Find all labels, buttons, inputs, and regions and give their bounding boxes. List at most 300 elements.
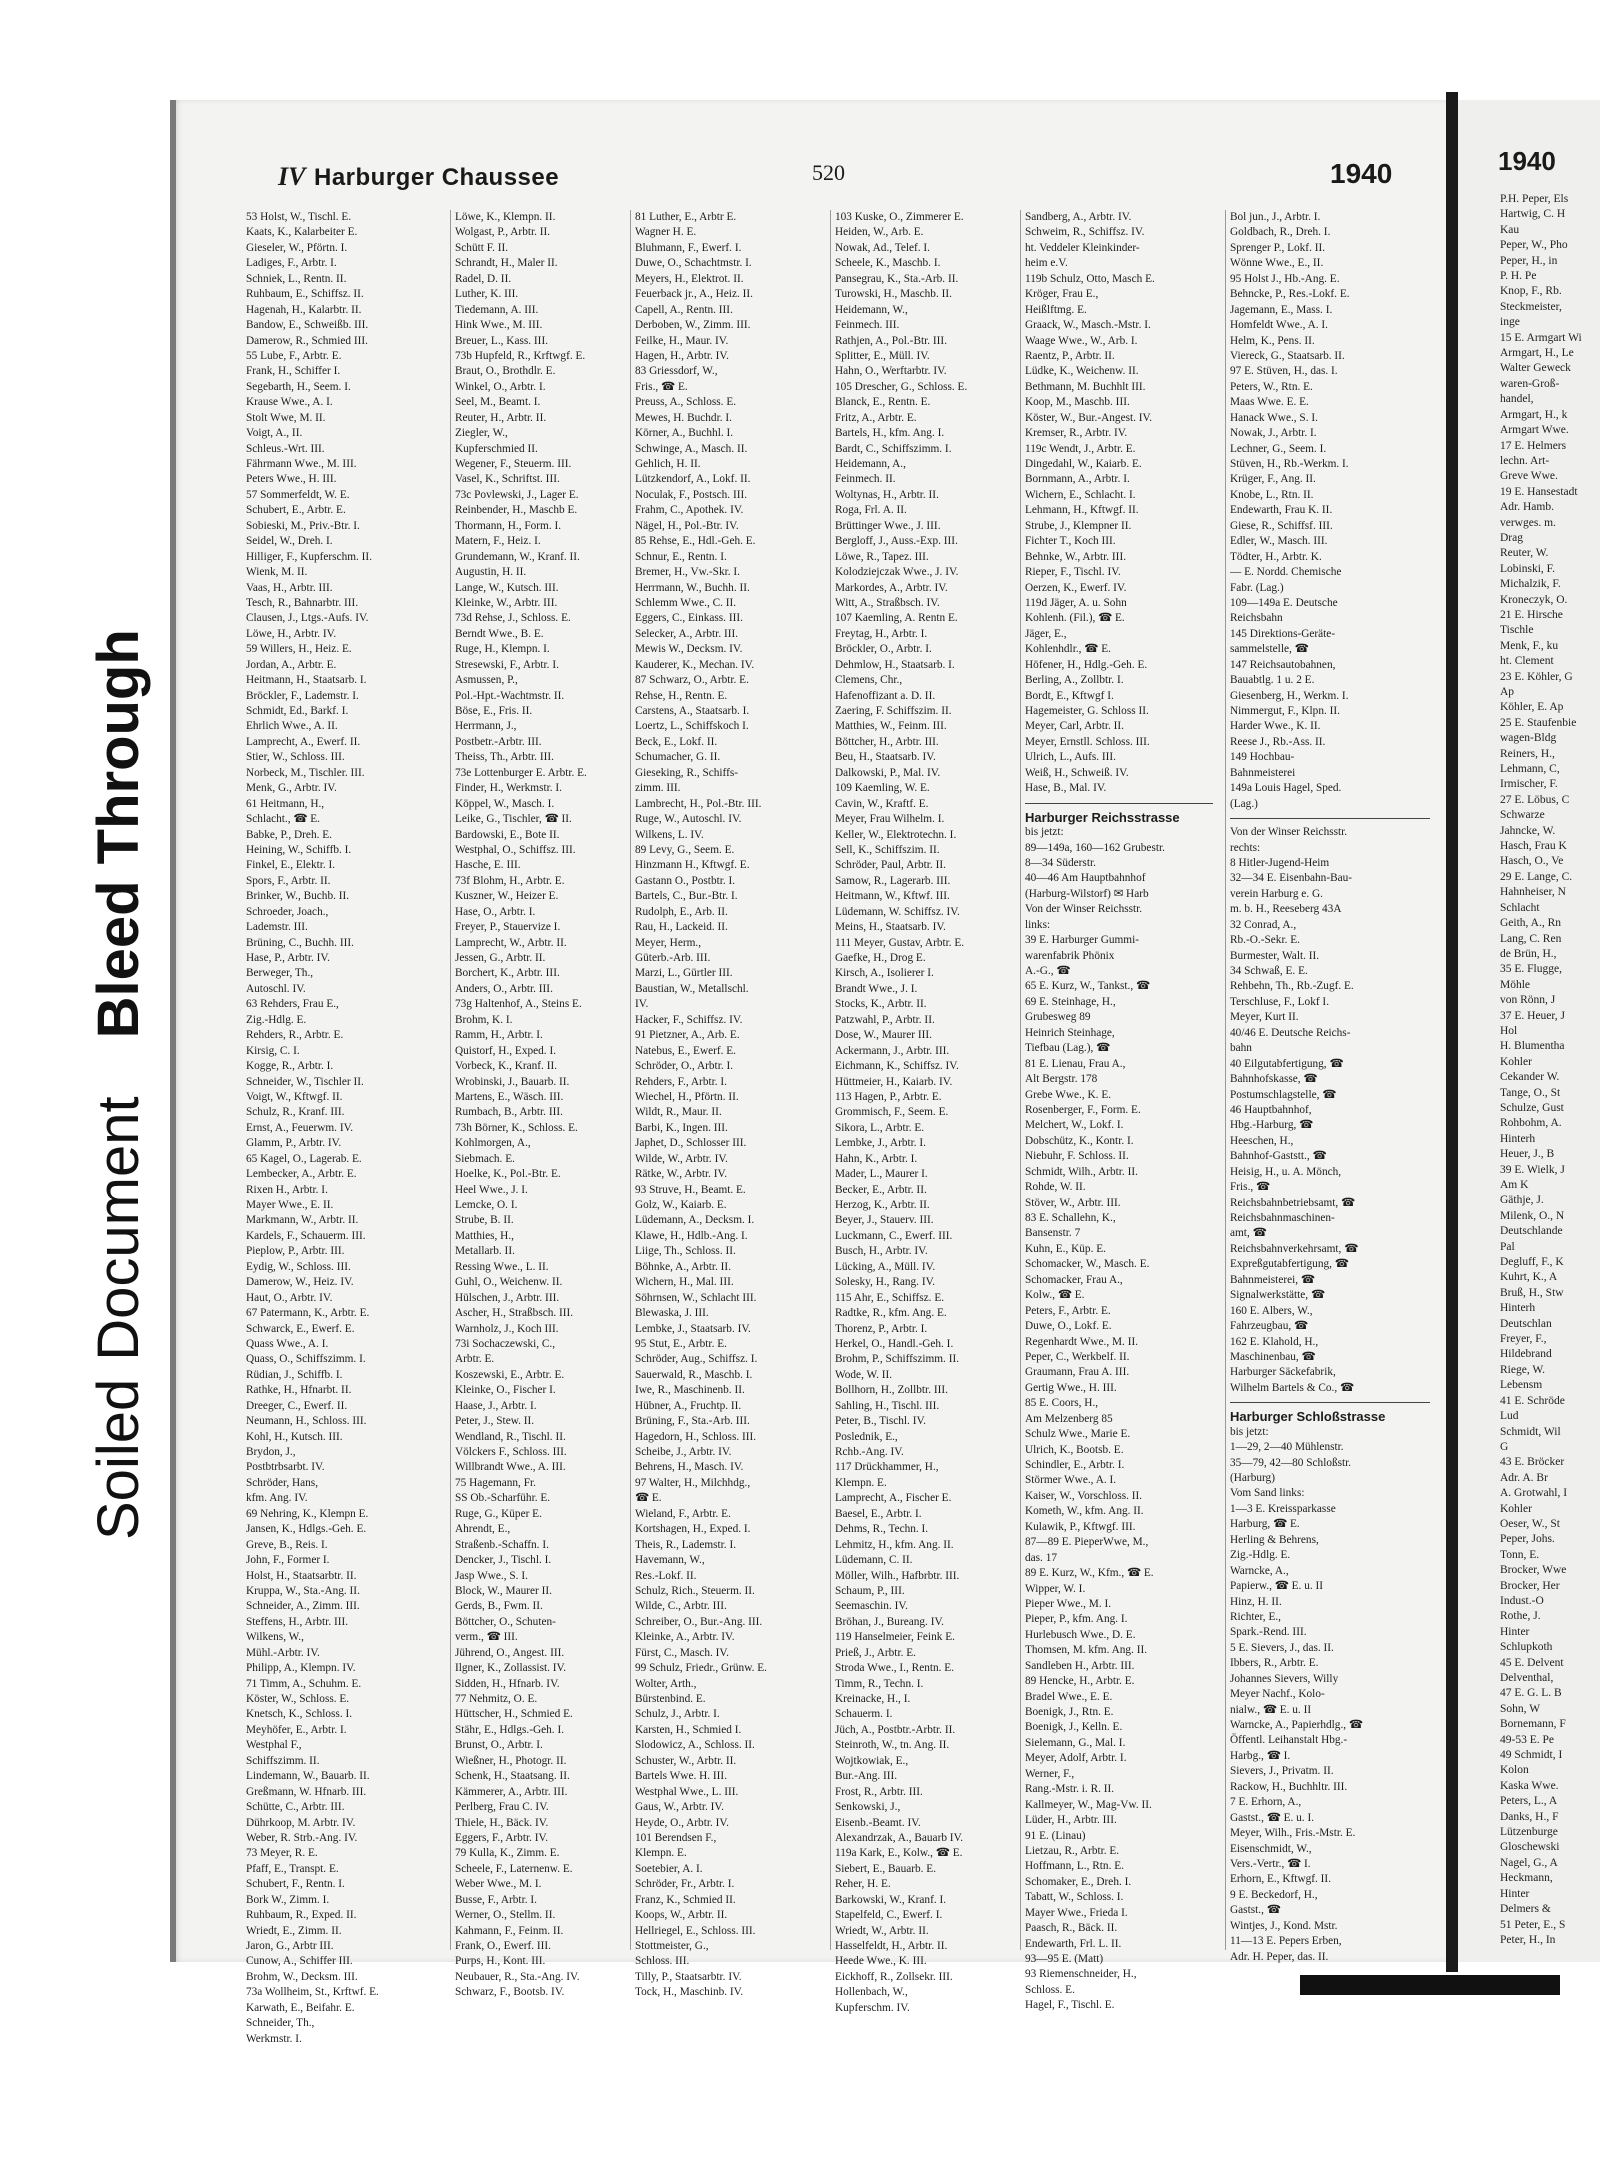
directory-entry: Herrmann, J., (455, 720, 517, 733)
directory-entry: 71 Timm, A., Schuhm. E. (246, 1677, 362, 1690)
directory-entry: Bollhorn, H., Zollbtr. III. (835, 1384, 948, 1397)
adjacent-entry: 41 E. Schröde (1500, 1394, 1565, 1407)
directory-entry: Knetsch, K., Schloss. I. (246, 1708, 353, 1721)
directory-entry: Grebe Wwe., K. E. (1025, 1088, 1112, 1101)
directory-entry: Heißlftmg. E. (1025, 303, 1087, 316)
directory-entry: Lademstr. III. (246, 921, 308, 934)
directory-entry: Kohlenhdlr., ☎ E. (1025, 643, 1111, 656)
directory-entry: Vasel, K., Schriftst. III. (455, 473, 560, 486)
directory-entry: Busch, H., Arbtr. IV. (835, 1245, 928, 1258)
directory-entry: Warnholz, J., Koch III. (455, 1322, 559, 1335)
directory-entry: Voigt, W., Kftwgf. II. (246, 1090, 343, 1103)
directory-entry: Werner, O., Stellm. II. (455, 1909, 556, 1922)
directory-entry: (Harburg-Wilstorf) ✉ Harb (1025, 887, 1149, 900)
directory-entry: Wriedt, W., Arbtr. II. (835, 1924, 929, 1937)
directory-entry: Peters Wwe., H. III. (246, 473, 337, 486)
directory-entry: Alexandrzak, A., Bauarb IV. (835, 1831, 964, 1844)
directory-entry: Lietzau, R., Arbtr. E. (1025, 1844, 1120, 1857)
directory-entry: 119 Hanselmeier, Feink E. (835, 1631, 955, 1644)
directory-entry: Ruge, W., Autoschl. IV. (635, 813, 742, 826)
directory-entry: Fritz, A., Arbtr. E. (835, 411, 917, 424)
directory-entry: Sobieski, M., Priv.-Btr. I. (246, 519, 360, 532)
directory-entry: Kreinacke, H., I. (835, 1693, 911, 1705)
adjacent-entry: Peter, H., In (1500, 1933, 1556, 1946)
directory-entry: 113 Hagen, P., Arbtr. E. (835, 1090, 942, 1103)
directory-entry: Homfeldt Wwe., A. I. (1230, 319, 1328, 332)
directory-entry: Iwe, R., Maschinenb. II. (635, 1384, 745, 1397)
directory-entry: Nowak, J., Arbtr. I. (1230, 427, 1317, 440)
directory-entry: Lützkendorf, A., Lokf. II. (635, 473, 751, 486)
directory-entry: Hasselfeldt, H., Arbtr. II. (835, 1940, 948, 1952)
directory-entry: Freytag, H., Arbtr. I. (835, 627, 928, 640)
directory-entry: Expreßgutabfertigung, ☎ (1230, 1258, 1349, 1271)
directory-entry: 85 Rehse, E., Hdl.-Geh. E. (635, 535, 756, 548)
directory-column-3 (635, 210, 823, 2001)
directory-entry: Neubauer, R., Sta.-Ang. IV. (455, 1970, 580, 1983)
directory-entry: Mayer Wwe., E. II. (246, 1199, 334, 1211)
directory-entry: Bardowski, E., Bote II. (455, 828, 560, 841)
directory-entry: Koops, W., Arbtr. II. (635, 1909, 728, 1922)
adjacent-entry: Oeser, W., St (1500, 1517, 1560, 1530)
directory-entry: Herrmann, W., Buchh. II. (635, 581, 750, 594)
directory-entry: Theis, R., Lademstr. I. (635, 1538, 737, 1551)
directory-entry: Melchert, W., Lokf. I. (1025, 1119, 1124, 1132)
directory-entry: Goldbach, R., Dreh. I. (1230, 226, 1331, 239)
directory-entry: Eichmann, K., Schiffsz. IV. (835, 1060, 959, 1073)
directory-entry: Purps, H., Kont. III. (455, 1955, 546, 1968)
directory-entry: 69 E. Steinhage, H., (1025, 995, 1116, 1008)
directory-entry: Berweger, Th., (246, 967, 314, 980)
adjacent-entry: Milenk, O., N (1500, 1209, 1565, 1222)
directory-entry: 57 Sommerfeldt, W. E. (246, 488, 350, 501)
directory-entry: Cunow, A., Schiffer III. (246, 1955, 353, 1968)
directory-entry: Eggers, C., Einkass. III. (635, 612, 743, 625)
adjacent-entry: handel, (1500, 393, 1534, 406)
directory-entry: Luckmann, C., Ewerf. III. (835, 1229, 953, 1242)
directory-entry: Seemaschin. IV. (835, 1600, 908, 1613)
directory-entry: bis jetzt: (1025, 826, 1064, 839)
directory-entry: 1—29, 2—40 Mühlenstr. (1230, 1441, 1344, 1454)
directory-entry: Heitmann, H., Staatsarb. I. (246, 674, 367, 687)
directory-entry: Wieland, F., Arbtr. E. (635, 1507, 731, 1520)
column-divider (1225, 210, 1226, 1950)
directory-entry: Kaiser, W., Vorschloss. II. (1025, 1489, 1143, 1502)
directory-entry: Eisenb.-Beamt. IV. (835, 1816, 921, 1829)
directory-entry: Neumann, H., Schloss. III. (246, 1415, 367, 1428)
directory-entry: 79 Kulla, K., Zimm. E. (455, 1847, 560, 1860)
adjacent-entry: 17 E. Helmers (1500, 439, 1567, 452)
directory-entry: Havemann, W., (635, 1554, 705, 1567)
directory-entry: Störmer Wwe., A. I. (1025, 1474, 1117, 1487)
directory-entry: Peters, F., Arbtr. E. (1025, 1304, 1111, 1317)
directory-entry: Markordes, A., Arbtr. IV. (835, 581, 948, 594)
adjacent-entry: Reuter, W. (1500, 547, 1549, 560)
directory-entry: Schröder, Aug., Schiffsz. I. (635, 1353, 758, 1366)
directory-entry: Eickhoff, R., Zollsekr. III. (835, 1970, 953, 1983)
directory-entry: Gehlich, H. II. (635, 458, 701, 470)
adjacent-entry: Lobinski, F. (1500, 562, 1555, 575)
directory-entry: 93 Struve, H., Beamt. E. (635, 1183, 746, 1196)
side-label-word1: Soiled (85, 1378, 151, 1540)
adjacent-entry: 29 E. Lange, C. (1500, 870, 1573, 883)
directory-entry: zimm. III. (635, 782, 681, 795)
adjacent-entry: P.H. Peper, Els (1500, 193, 1569, 205)
directory-entry: Peter, B., Tischl. IV. (835, 1415, 926, 1428)
directory-entry: Thorenz, P., Arbtr. I. (835, 1322, 928, 1335)
directory-entry: Bürstenbind. E. (635, 1693, 706, 1705)
directory-entry: Bordt, E., Kftwgf I. (1025, 689, 1114, 702)
directory-entry: 40 Eilgutabfertigung, ☎ (1230, 1057, 1344, 1070)
directory-entry: Ernst, A., Feuerwm. IV. (246, 1121, 354, 1134)
directory-entry: Kardels, F., Schauerm. III. (246, 1229, 366, 1242)
directory-entry: Schomacker, Frau A., (1025, 1273, 1123, 1286)
directory-entry: Hoelke, K., Pol.-Btr. E. (455, 1168, 561, 1181)
directory-entry: John, F., Former I. (246, 1554, 330, 1567)
directory-entry: bahn (1230, 1042, 1252, 1055)
directory-entry: Kleinke, O., Fischer I. (455, 1384, 556, 1397)
directory-entry: Tödter, H., Arbtr. K. (1230, 550, 1322, 563)
adjacent-entry: Steckmeister, (1500, 300, 1562, 313)
directory-column-6 (1230, 210, 1430, 1965)
directory-entry: Beu, H., Staatsarb. IV. (835, 751, 936, 764)
directory-entry: Knobe, L., Rtn. II. (1230, 488, 1314, 501)
directory-entry: Turowski, H., Maschb. II. (835, 288, 952, 301)
directory-entry: Postbetr.-Arbtr. III. (455, 735, 542, 748)
directory-entry: Schindler, E., Arbtr. I. (1025, 1459, 1125, 1471)
directory-entry: Herkel, O., Handl.-Geh. I. (835, 1337, 954, 1350)
directory-entry: Bahnhofskasse, ☎ (1230, 1073, 1318, 1086)
directory-entry: Peters, W., Rtn. E. (1230, 380, 1313, 393)
directory-entry: Endewarth, Frau K. II. (1230, 504, 1333, 517)
adjacent-entry: Hildebrand (1500, 1348, 1552, 1361)
directory-entry: 77 Nehmitz, O. E. (455, 1693, 538, 1705)
adjacent-entry: Gloschewski (1500, 1841, 1560, 1854)
directory-entry: Barkowski, W., Kranf. I. (835, 1893, 947, 1906)
directory-entry: Hinz, H. II. (1230, 1595, 1282, 1608)
directory-entry: 91 Pietzner, A., Arb. E. (635, 1029, 740, 1042)
directory-entry: Kolw., ☎ E. (1025, 1289, 1085, 1302)
directory-entry: Meins, H., Staatsarb. IV. (835, 921, 946, 934)
directory-entry: Ilgner, K., Zollassist. IV. (455, 1662, 567, 1675)
directory-entry: Sprenger P., Lokf. II. (1230, 241, 1326, 254)
adjacent-entry: 45 E. Delvent (1500, 1656, 1564, 1669)
directory-entry: Reichsbahnmaschinen- (1230, 1212, 1335, 1224)
directory-entry: Harburg, ☎ E. (1230, 1518, 1300, 1531)
directory-entry: Gieseler, W., Pförtn. I. (246, 241, 348, 254)
directory-entry: Kupferschmied II. (455, 442, 538, 455)
directory-entry: Schomacker, W., Masch. E. (1025, 1258, 1150, 1271)
directory-entry: Duwe, O., Schachtmstr. I. (635, 257, 752, 270)
directory-entry: Kauderer, K., Mechan. IV. (635, 658, 755, 671)
page-year: 1940 (1330, 158, 1393, 189)
directory-entry: Lehmitz, H., kfm. Ang. II. (835, 1538, 954, 1551)
directory-entry: warenfabrik Phönix (1025, 949, 1115, 962)
directory-entry: Tilly, P., Staatsarbtr. IV. (635, 1970, 742, 1983)
directory-entry: Werkmstr. I. (246, 2032, 302, 2045)
adjacent-page-year: 1940 (1498, 146, 1556, 176)
directory-entry: Frank, O., Ewerf. III. (455, 1940, 551, 1952)
section-rule (1230, 1402, 1430, 1409)
adjacent-entry: Schmidt, Wil (1500, 1425, 1561, 1438)
directory-entry: Wipper, W. I. (1025, 1582, 1086, 1595)
directory-entry: Rehse, H., Rentn. E. (635, 689, 728, 702)
directory-entry: Wienk, M. II. (246, 566, 308, 579)
directory-entry: Von der Winser Reichsstr. (1230, 826, 1348, 839)
directory-entry: Lüdemann, C. II. (835, 1554, 913, 1567)
directory-entry: Oerzen, K., Ewerf. IV. (1025, 581, 1127, 594)
directory-entry: 85 E. Coors, H., (1025, 1397, 1099, 1410)
directory-entry: Bartels, H., kfm. Ang. I. (835, 427, 945, 440)
directory-entry: 67 Patermann, K., Arbtr. E. (246, 1307, 370, 1320)
directory-entry: Hübner, A., Fruchtp. II. (635, 1399, 742, 1412)
directory-entry: Schlemm Wwe., C. II. (635, 596, 737, 609)
directory-entry: 35—79, 42—80 Schloßstr. (1230, 1456, 1352, 1469)
directory-entry: Hink Wwe., M. III. (455, 319, 543, 332)
directory-entry: bis jetzt: (1230, 1425, 1269, 1438)
adjacent-entry: lechn. Art- (1500, 454, 1550, 467)
directory-entry: Ibbers, R., Arbtr. E. (1230, 1657, 1319, 1670)
directory-entry: Reichsbahnbetriebsamt, ☎ (1230, 1196, 1356, 1209)
directory-entry: Wintjes, J., Kond. Mstr. (1230, 1919, 1338, 1932)
directory-entry: Feilke, H., Maur. IV. (635, 334, 729, 347)
directory-entry: Schubert, E., Arbtr. E. (246, 504, 346, 517)
directory-entry: Baustian, W., Metallschl. (635, 982, 749, 995)
directory-entry: Lembecker, A., Arbtr. E. (246, 1168, 357, 1181)
directory-entry: Kohlenh. (Fil.), ☎ E. (1025, 612, 1125, 625)
directory-entry: Mühl.-Arbtr. IV. (246, 1646, 320, 1659)
directory-entry: das. 17 (1025, 1551, 1058, 1564)
directory-entry: Klempn. E. (635, 1847, 687, 1860)
directory-entry: Johannes Sievers, Willy (1230, 1672, 1339, 1685)
directory-entry: 111 Meyer, Gustav, Arbtr. E. (835, 936, 965, 949)
adjacent-entry: Hinter (1500, 1625, 1530, 1638)
adjacent-entry: 23 E. Köhler, G (1500, 670, 1573, 683)
directory-page (170, 100, 1446, 2045)
directory-entry: 89 Levy, G., Seem. E. (635, 843, 735, 856)
directory-entry: 59 Willers, H., Heiz. E. (246, 643, 352, 656)
directory-entry: Schmidt, Wilh., Arbtr. II. (1025, 1165, 1138, 1178)
directory-entry: Rehders, R., Arbtr. E. (246, 1029, 344, 1042)
directory-entry: Von der Winser Reichsstr. (1025, 903, 1143, 916)
directory-entry: Bethmann, M. Buchhlt III. (1025, 380, 1146, 393)
directory-entry: Ulrich, L., Aufs. III. (1025, 751, 1116, 764)
adjacent-entry: Schlupkoth (1500, 1641, 1553, 1654)
directory-entry: Radel, D. II. (455, 272, 512, 285)
adjacent-entry: Tonn, E. (1500, 1548, 1540, 1561)
directory-entry: Koszewski, E., Arbtr. E. (455, 1368, 565, 1381)
directory-entry: 11—13 E. Pepers Erben, (1230, 1935, 1342, 1948)
adjacent-entry: Hinterh (1500, 1132, 1536, 1145)
adjacent-entry: 15 E. Armgart Wi (1500, 331, 1582, 344)
directory-entry: Luther, K. III. (455, 288, 519, 301)
directory-entry: Martens, E., Wäsch. III. (455, 1090, 564, 1103)
directory-entry: Eisenschmidt, W., (1230, 1842, 1312, 1855)
directory-entry: Hagemeister, G. Schloss II. (1025, 705, 1149, 717)
directory-entry: Ziegler, W., (455, 427, 508, 440)
directory-entry: 73h Börner, K., Schloss. E. (455, 1121, 578, 1134)
directory-entry: Fabr. (Lag.) (1230, 581, 1284, 594)
directory-entry: Jagemann, E., Mass. I. (1230, 303, 1333, 316)
directory-entry: Ruhbaum, E., Schiffsz. II. (246, 288, 364, 301)
directory-entry: Keller, W., Elektrotechn. I. (835, 828, 957, 841)
directory-entry: Mewes, H. Buchdr. I. (635, 411, 732, 424)
directory-entry: Schwinge, A., Masch. II. (635, 442, 748, 455)
directory-entry: Wagner H. E. (635, 226, 697, 239)
directory-entry: Lechner, G., Seem. I. (1230, 442, 1327, 455)
directory-entry: Wilkens, W., (246, 1631, 304, 1644)
directory-entry: Feinmech. II. (835, 473, 896, 486)
directory-entry: Tesch, R., Bahnarbtr. III. (246, 596, 359, 609)
directory-entry: Lamprecht, A., Fischer E. (835, 1492, 952, 1505)
directory-entry: Schloss. III. (635, 1955, 690, 1968)
directory-entry: Schulz, J., Arbtr. I. (635, 1708, 720, 1721)
directory-entry: Selecker, A., Arbtr. III. (635, 627, 739, 640)
directory-entry: ht. Veddeler Kleinkinder- (1025, 241, 1140, 254)
directory-entry: 69 Nehring, K., Klempn E. (246, 1507, 369, 1520)
directory-entry: Bahnmeisterei (1230, 766, 1296, 779)
directory-entry: Terschluse, F., Lokf I. (1230, 995, 1330, 1008)
directory-entry: Loertz, L., Schiffskoch I. (635, 720, 749, 733)
directory-entry: Timm, R., Techn. I. (835, 1677, 924, 1690)
directory-entry: Boenigk, J., Rtn. E. (1025, 1706, 1114, 1718)
directory-entry: 73g Haltenhof, A., Steins E. (455, 998, 582, 1011)
directory-entry: Köster, W., Schloss. E. (246, 1693, 350, 1705)
directory-entry: Wode, W. II. (835, 1368, 893, 1381)
directory-entry: 87 Schwarz, O., Arbtr. E. (635, 674, 749, 687)
directory-entry: 73i Sochaczewski, C., (455, 1337, 556, 1350)
directory-entry: Reichsbahnverkehrsamt, ☎ (1230, 1242, 1359, 1255)
adjacent-entry: Deutschlande (1500, 1225, 1563, 1238)
directory-entry: Giese, R., Schiffsf. III. (1230, 519, 1333, 532)
directory-entry: Lindemann, W., Bauarb. II. (246, 1770, 370, 1783)
directory-entry: Bornmann, A., Arbtr. I. (1025, 473, 1130, 486)
directory-entry: Lambrecht, H., Pol.-Btr. III. (635, 797, 762, 810)
directory-entry: Meyer, Herm., (635, 936, 702, 949)
directory-entry: Herling & Behrens, (1230, 1533, 1319, 1546)
column-divider (450, 210, 451, 1950)
directory-entry: Lembke, J., Staatsarb. IV. (635, 1322, 751, 1335)
directory-entry: Schenk, H., Staatsang. II. (455, 1770, 570, 1783)
adjacent-entry: Riege, W. (1500, 1363, 1546, 1376)
directory-entry: Schniek, L., Rentn. II. (246, 272, 347, 285)
directory-entry: Winkel, O., Arbtr. I. (455, 380, 546, 393)
directory-column-1 (246, 210, 434, 2047)
directory-entry: Wojtkowiak, E., (835, 1754, 909, 1767)
directory-entry: Jansen, K., Hdlgs.-Geh. E. (246, 1523, 367, 1536)
directory-entry: Nägel, H., Pol.-Btr. IV. (635, 519, 739, 532)
adjacent-entry: Michalzik, F. (1500, 578, 1561, 591)
adjacent-entry: Freyer, F., (1500, 1333, 1547, 1346)
directory-entry: Helm, K., Pens. II. (1230, 334, 1315, 347)
directory-entry: Koop, M., Maschb. III. (1025, 396, 1130, 409)
directory-entry: Harbg., ☎ I. (1230, 1749, 1291, 1762)
directory-entry: 119b Schulz, Otto, Masch E. (1025, 272, 1155, 285)
directory-entry: Jessen, G., Arbtr. II. (455, 952, 546, 964)
directory-entry: Bartels, C., Bur.-Btr. I. (635, 890, 738, 903)
directory-entry: Stapelfeld, C., Ewerf. I. (835, 1909, 943, 1922)
directory-entry: Maschinenbau, ☎ (1230, 1350, 1316, 1363)
directory-entry: Lüdke, K., Weichenw. II. (1025, 365, 1139, 378)
adjacent-entry: 49 Schmidt, I (1500, 1749, 1563, 1762)
adjacent-entry: Möhle (1500, 978, 1531, 991)
directory-entry: Cavin, W., Kraftf. E. (835, 797, 929, 810)
directory-entry: Niebuhr, F. Schloss. II. (1025, 1150, 1129, 1163)
directory-entry: Pieplow, P., Arbtr. III. (246, 1245, 345, 1258)
directory-entry: Lüdemann, A., Decksm. I. (635, 1214, 755, 1227)
directory-entry: Rathke, H., Hfnarbt. II. (246, 1384, 352, 1397)
directory-entry: Autoschl. IV. (246, 982, 306, 995)
adjacent-entry: H. Blumentha (1500, 1040, 1565, 1053)
directory-entry: Hülschen, J., Arbtr. III. (455, 1291, 560, 1304)
directory-entry: Heidemann, A., (835, 458, 906, 470)
directory-entry: Segebarth, H., Seem. I. (246, 380, 351, 393)
directory-entry: Werner, F., (1025, 1767, 1075, 1780)
directory-entry: Franz, K., Schmied II. (635, 1893, 736, 1906)
directory-entry: Wichern, H., Mal. III. (635, 1276, 734, 1289)
directory-entry: Ruge, H., Klempn. I. (455, 643, 550, 656)
directory-entry: Tock, H., Maschinb. IV. (635, 1986, 744, 1999)
directory-entry: Rohde, W. II. (1025, 1181, 1086, 1194)
directory-entry: Gertig Wwe., H. III. (1025, 1381, 1117, 1394)
directory-entry: Tabatt, W., Schloss. I. (1025, 1891, 1124, 1904)
directory-entry: Signalwerkstätte, ☎ (1230, 1289, 1326, 1302)
directory-entry: Brydon, J., (246, 1446, 296, 1458)
directory-entry: Böttcher, H., Arbtr. III. (835, 735, 939, 748)
directory-entry: Tiedemann, A. III. (455, 303, 539, 316)
directory-entry: Leike, G., Tischler, ☎ II. (455, 813, 572, 826)
directory-entry: Glamm, P., Arbtr. IV. (246, 1137, 342, 1150)
directory-entry: Höfener, H., Hdlg.-Geh. E. (1025, 658, 1148, 671)
adjacent-entry: Greve Wwe. (1500, 470, 1558, 483)
adjacent-entry: Pal (1500, 1240, 1515, 1253)
directory-entry: Heel Wwe., J. I. (455, 1183, 528, 1196)
directory-entry: Völckers F., Schloss. III. (455, 1446, 567, 1458)
directory-entry: Nowak, Ad., Telef. I. (835, 241, 931, 254)
directory-entry: Schulz, R., Kranf. III. (246, 1106, 345, 1119)
directory-entry: IV. (635, 998, 649, 1011)
directory-entry: Finder, H., Werkmstr. I. (455, 782, 562, 795)
directory-entry: Res.-Lokf. II. (635, 1569, 697, 1582)
directory-entry: 73c Povlewski, J., Lager E. (455, 488, 579, 501)
directory-entry: Behncke, P., Res.-Lokf. E. (1230, 288, 1350, 301)
page-gutter (1446, 92, 1458, 1972)
directory-entry: Schwarz, F., Bootsb. IV. (455, 1986, 565, 1999)
directory-entry: Marzi, L., Gürtler III. (635, 967, 733, 980)
directory-entry: Rb.-O.-Sekr. E. (1230, 934, 1300, 947)
side-label-word3: Bleed Through (85, 629, 151, 1039)
directory-entry: Feinmech. III. (835, 319, 900, 332)
directory-entry: Regenhardt Wwe., M. II. (1025, 1335, 1139, 1348)
directory-entry: Karwath, E., Beifahr. E. (246, 2001, 355, 2014)
directory-entry: Viereck, G., Staatsarb. II. (1230, 349, 1345, 362)
directory-entry: Greve, B., Reis. I. (246, 1538, 328, 1551)
directory-entry: 91 E. (Linau) (1025, 1829, 1086, 1842)
directory-entry: Holst, H., Staatsarbtr. II. (246, 1569, 357, 1582)
directory-entry: Löwe, H., Arbtr. IV. (246, 627, 337, 640)
adjacent-entry: Irmischer, F. (1500, 778, 1558, 791)
directory-entry: Dehmlow, H., Staatsarb. I. (835, 658, 955, 671)
directory-entry: Herzog, K., Arbtr. II. (835, 1199, 930, 1211)
adjacent-entry: Armgart, H., k (1500, 408, 1568, 421)
directory-entry: Sandberg, A., Arbtr. IV. (1025, 211, 1132, 223)
directory-entry: Meyer, Wilh., Fris.-Mstr. E. (1230, 1827, 1356, 1840)
directory-entry: Böhnke, A., Arbtr. II. (635, 1260, 732, 1273)
directory-entry: Bartels Wwe. H. III. (635, 1770, 728, 1783)
directory-entry: Schroeder, Joach., (246, 905, 329, 918)
directory-entry: Roga, Frl. A. II. (835, 504, 907, 517)
directory-entry: Hase, O., Arbtr. I. (455, 905, 536, 918)
directory-entry: Reichsbahn (1230, 612, 1283, 625)
